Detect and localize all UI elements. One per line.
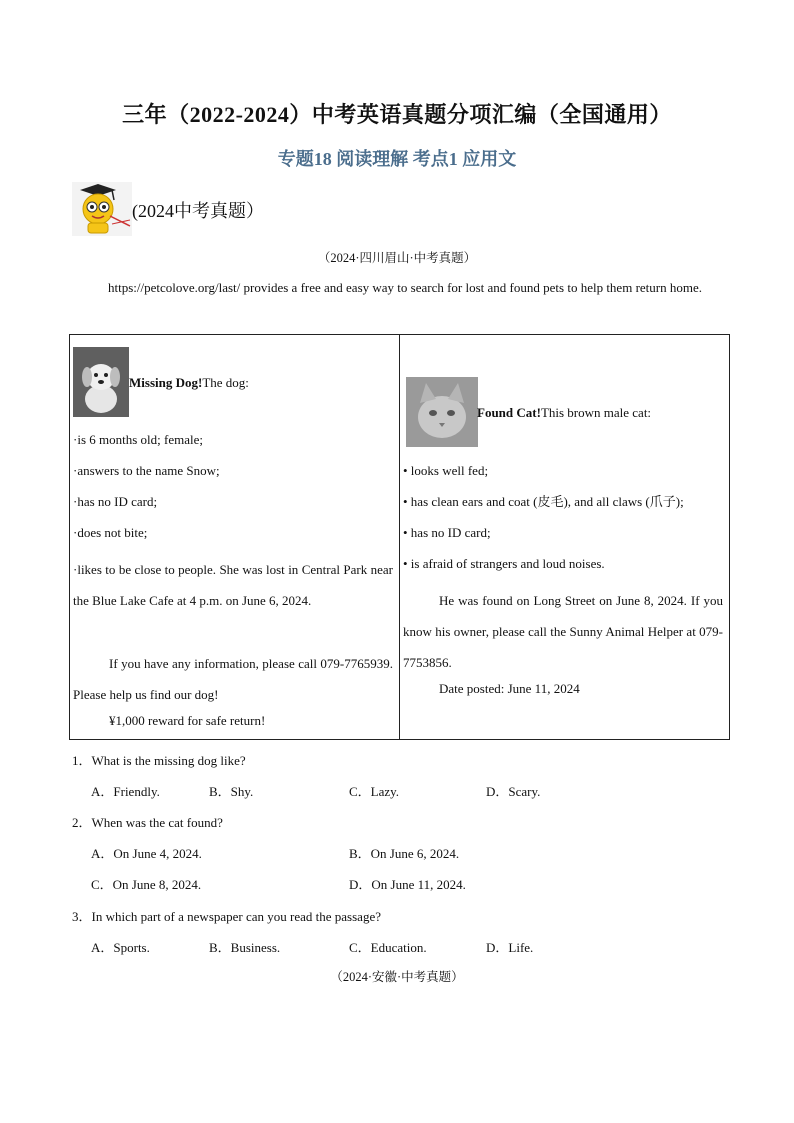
dog-lead: The dog:: [202, 375, 249, 390]
next-passage-source: （2024·安徽·中考真题）: [330, 970, 464, 984]
q2-option-d: D．On June 11, 2024.: [349, 877, 466, 892]
q3-option-b: B．Business.: [209, 940, 281, 955]
topic-subtitle: 专题18 阅读理解 考点1 应用文: [277, 149, 517, 169]
cat-heading-line: [477, 403, 723, 423]
q1-option-d: D．Scary.: [486, 784, 541, 799]
dog-reward: ¥1,000 reward for safe return!: [109, 713, 266, 728]
cat-lead: This brown male cat:: [540, 405, 652, 420]
passage-intro: https://petcolove.org/last/ provides a free and easy way to search for lost and found pets to help them return home.: [108, 280, 702, 295]
q3-option-d: D．Life.: [486, 940, 534, 955]
dog-fact: ·likes to be close to people. She was lost in Central Park near the Blue Lake Cafe at 4 p.m. on June 6, 2024.: [73, 562, 393, 608]
question-2: 2．When was the cat found?: [72, 815, 223, 830]
cat-fact: • has clean ears and coat (皮毛), and all claws (爪子);: [403, 494, 684, 509]
q2-option-c: C．On June 8, 2024.: [91, 877, 202, 892]
q3-option-c: C．Education.: [349, 940, 427, 955]
q1-option-c: C．Lazy.: [349, 784, 400, 799]
q1-option-a: A．Friendly.: [91, 784, 160, 799]
cat-fact: • is afraid of strangers and loud noises.: [403, 556, 605, 571]
dog-fact: ·does not bite;: [73, 525, 148, 540]
question-1: 1．What is the missing dog like?: [72, 753, 246, 768]
cat-heading: Found Cat!: [477, 405, 541, 420]
q1-option-b: B．Shy.: [209, 784, 254, 799]
cat-found-info: He was found on Long Street on June 8, 2024. If you know his owner, please call the Sunny Animal Helper at 079-7753856.: [403, 593, 723, 670]
dog-fact: ·answers to the name Snow;: [73, 463, 220, 478]
cat-photo: [406, 377, 478, 447]
dog-contact: If you have any information, please call 079-7765939. Please help us find our dog!: [73, 656, 393, 702]
cat-fact: • has no ID card;: [403, 525, 491, 540]
cat-date-posted: Date posted: June 11, 2024: [439, 681, 580, 696]
cat-fact: • looks well fed;: [403, 463, 489, 478]
q2-option-a: A．On June 4, 2024.: [91, 846, 202, 861]
question-3: 3．In which part of a newspaper can you read the passage?: [72, 909, 381, 924]
found-cat-notice: [400, 335, 730, 740]
missing-dog-notice: [70, 335, 400, 740]
mascot-icon: [72, 182, 132, 236]
q3-option-a: A．Sports.: [91, 940, 150, 955]
q2-option-b: B．On June 6, 2024.: [349, 846, 460, 861]
document-title: 三年（2022-2024）中考英语真题分项汇编（全国通用）: [122, 102, 672, 127]
year-tag: (2024中考真题）: [132, 201, 264, 221]
dog-heading: Missing Dog!: [129, 375, 203, 390]
passage-source: （2024·四川眉山·中考真题）: [317, 251, 477, 265]
notice-table: [69, 334, 730, 740]
dog-fact: ·is 6 months old; female;: [73, 432, 203, 447]
dog-heading-line: [129, 373, 393, 393]
dog-photo: [73, 347, 129, 417]
dog-fact: ·has no ID card;: [73, 494, 158, 509]
